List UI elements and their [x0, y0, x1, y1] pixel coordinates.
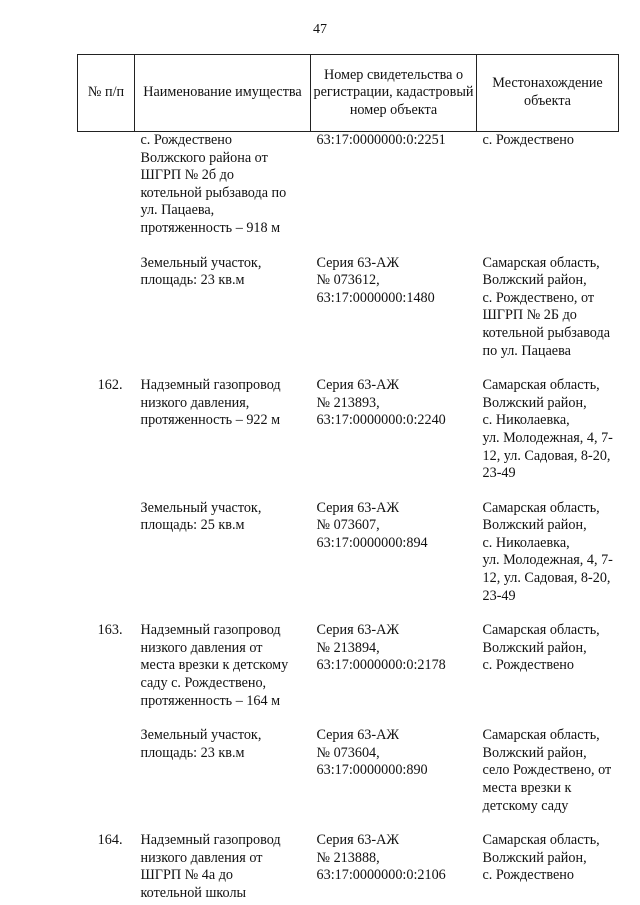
table-row: [78, 832, 619, 902]
row-name: [135, 832, 311, 902]
table-row: [78, 377, 619, 500]
row-location: [477, 132, 619, 255]
row-num: [78, 255, 135, 378]
row-num-text: 162.: [97, 377, 123, 394]
row-location: [477, 500, 619, 623]
header-row: [78, 55, 619, 132]
row-name: [135, 377, 311, 500]
row-location-text: с. Рождествено: [482, 132, 574, 148]
table-row: [78, 500, 619, 623]
table-row: [78, 622, 619, 727]
row-num: [78, 500, 135, 623]
row-cert-text: Серия 63-АЖ № 073607, 63:17:0000000:894: [316, 499, 428, 551]
row-num: [78, 727, 135, 832]
row-location-text: Самарская область, Волжский район, с. Рождествено: [482, 622, 600, 674]
row-cert: [311, 832, 477, 902]
row-num-text: 164.: [97, 832, 123, 849]
header-cert: [311, 55, 477, 132]
row-name-text: Земельный участок, площадь: 25 кв.м: [140, 499, 262, 534]
page-number: 47: [313, 22, 327, 37]
row-cert: [311, 500, 477, 623]
table-row: [78, 132, 619, 255]
row-cert-text: Серия 63-АЖ № 073604, 63:17:0000000:890: [316, 727, 428, 779]
header-cert-label: Номер свидетельства о регистрации, кадастровый номер объекта: [313, 66, 474, 118]
header-num: [78, 55, 135, 132]
row-name-text: Надземный газопровод низкого давления от ШГРП № 4а до котельной школы: [140, 832, 281, 901]
row-name-text: Надземный газопровод низкого давления от места врезки к детскому саду с. Рождествено, протяженность – 164 м: [140, 622, 289, 709]
header-location: [477, 55, 619, 132]
property-registry-table: [77, 54, 619, 903]
row-name-text: Надземный газопровод низкого давления, протяженность – 922 м: [140, 377, 281, 429]
row-cert-text: 63:17:0000000:0:2251: [316, 132, 446, 148]
table-row: [78, 727, 619, 832]
header-name: [135, 55, 311, 132]
row-cert-text: Серия 63-АЖ № 073612, 63:17:0000000:1480: [316, 254, 435, 306]
header-num-label: № п/п: [87, 84, 125, 101]
row-name-text: с. Рождествено Волжского района от ШГРП № 2б до котельной рыбзавода по ул. Пацаева, протяженность – 918 м: [140, 132, 287, 236]
header-location-label: Местонахождение объекта: [492, 75, 603, 109]
row-cert: [311, 727, 477, 832]
header-name-label: Наименование имущества: [143, 84, 302, 101]
row-cert-text: Серия 63-АЖ № 213894, 63:17:0000000:0:2178: [316, 622, 446, 674]
table-row: [78, 255, 619, 378]
row-location-text: Самарская область, Волжский район, село Рождествено, от места врезки к детскому саду: [482, 727, 612, 814]
row-name-text: Земельный участок, площадь: 23 кв.м: [140, 727, 262, 761]
row-location-text: Самарская область, Волжский район, с. Николаевка, ул. Молодежная, 4, 7- 12, ул. Садовая, 8-20, 23-49: [482, 377, 613, 482]
row-location: [477, 255, 619, 378]
row-name: [135, 727, 311, 832]
row-num-text: 163.: [97, 622, 123, 639]
row-location: [477, 377, 619, 500]
row-cert: [311, 377, 477, 500]
row-name: [135, 132, 311, 255]
row-cert: [311, 622, 477, 727]
row-name: [135, 500, 311, 623]
row-cert: [311, 132, 477, 255]
row-location: [477, 832, 619, 902]
row-cert: [311, 255, 477, 378]
row-location-text: Самарская область, Волжский район, с. Рождествено, от ШГРП № 2Б до котельной рыбзавода по ул. Пацаева: [482, 254, 610, 359]
row-location: [477, 622, 619, 727]
row-location-text: Самарская область, Волжский район, с. Николаевка, ул. Молодежная, 4, 7- 12, ул. Садовая, 8-20, 23-49: [482, 499, 613, 604]
row-cert-text: Серия 63-АЖ № 213893, 63:17:0000000:0:2240: [316, 377, 446, 429]
row-name-text: Земельный участок, площадь: 23 кв.м: [140, 254, 262, 289]
row-num: [78, 832, 135, 902]
row-num: [78, 622, 135, 727]
row-name: [135, 255, 311, 378]
table-header: [78, 55, 619, 132]
row-cert-text: Серия 63-АЖ № 213888, 63:17:0000000:0:2106: [316, 832, 446, 884]
row-num: [78, 377, 135, 500]
row-location: [477, 727, 619, 832]
table-body: [78, 132, 619, 903]
row-location-text: Самарская область, Волжский район, с. Рождествено: [482, 832, 600, 884]
row-name: [135, 622, 311, 727]
row-num: [78, 132, 135, 255]
